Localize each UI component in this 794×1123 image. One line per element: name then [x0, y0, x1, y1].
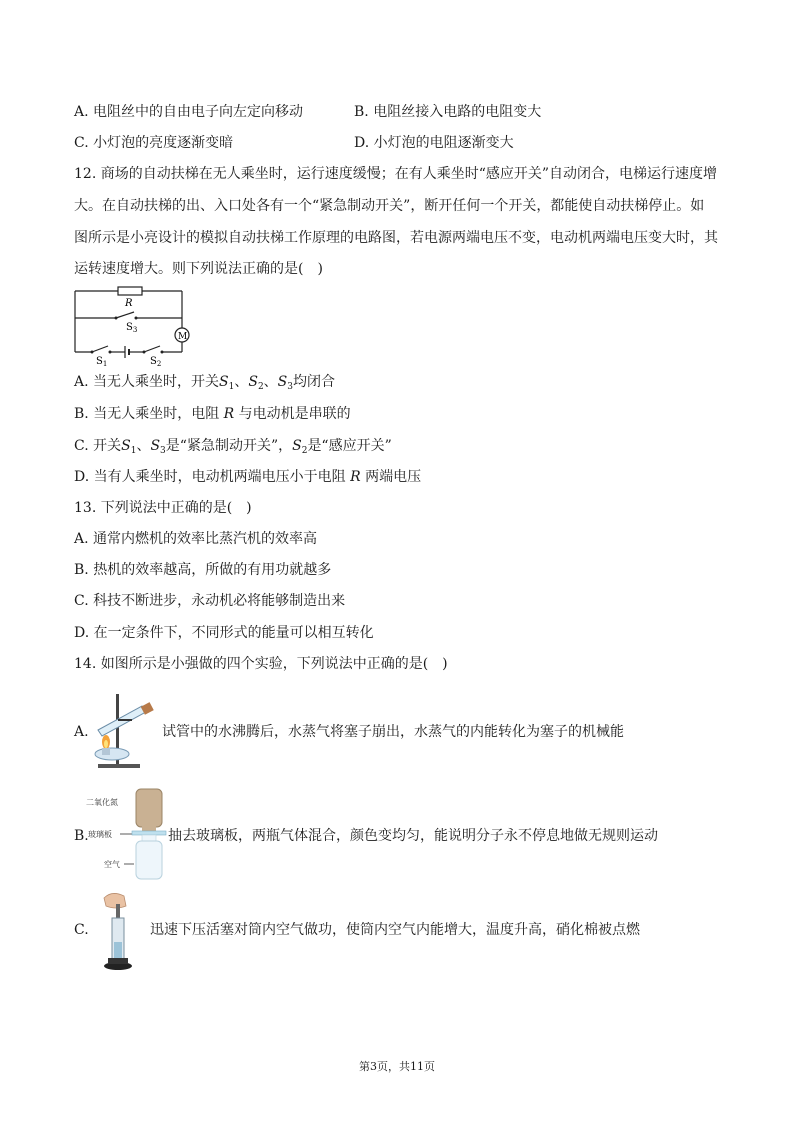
q11-option-a: A. 电阻丝中的自由电子向左定向移动 [74, 104, 304, 120]
q12-option-b: B. 当无人乘坐时，电阻 R 与电动机是串联的 [74, 406, 351, 422]
switch-s1 [92, 346, 108, 352]
q13-option-b: B. 热机的效率越高，所做的有用功就越多 [74, 562, 332, 578]
q13-option-d: D. 在一定条件下，不同形式的能量可以相互转化 [74, 625, 374, 641]
q14-option-b-text: 抽去玻璃板，两瓶气体混合，颜色变均匀，能说明分子永不停息地做无规则运动 [168, 828, 658, 844]
switch-s2 [144, 346, 160, 352]
gas-diffusion-figure [86, 785, 170, 883]
circuit-label-s2: $S_2$ [150, 356, 162, 368]
q12-option-a: A. 当无人乘坐时，开关$S_1$、$S_2$、$S_3$均闭合 [74, 374, 335, 392]
label-glass-plate: 玻璃板 [88, 830, 112, 839]
circuit-label-s3: $S_3$ [126, 322, 138, 334]
page-footer: 第3页，共11页 [359, 1060, 435, 1073]
switch-s3 [116, 312, 134, 318]
q12-stem-line-3: 图所示是小亮设计的模拟自动扶梯工作原理的电路图，若电源两端电压不变，电动机两端电压变大时，其 [74, 230, 718, 246]
q12-stem-line-4: 运转速度增大。则下列说法正确的是( ) [74, 261, 323, 277]
q13-stem: 13. 下列说法中正确的是( ) [74, 500, 252, 516]
q12-option-c: C. 开关$S_1$、$S_3$是“紧急制动开关”，$S_2$是“感应开关” [74, 438, 392, 456]
label-air: 空气 [104, 860, 120, 869]
q14-option-c-text: 迅速下压活塞对筒内空气做功，使筒内空气内能增大，温度升高，硝化棉被点燃 [150, 922, 640, 938]
q14-option-a-label: A. [74, 724, 89, 740]
circuit-label-m: M [178, 332, 188, 342]
q13-option-c: C. 科技不断进步，永动机必将能够制造出来 [74, 593, 346, 609]
circuit-label-s1: $S_1$ [96, 356, 108, 368]
q11-option-b: B. 电阻丝接入电路的电阻变大 [354, 104, 542, 120]
q13-option-a: A. 通常内燃机的效率比蒸汽机的效率高 [74, 531, 318, 547]
q11-option-d: D. 小灯泡的电阻逐渐变大 [354, 135, 514, 151]
q11-option-c: C. 小灯泡的亮度逐渐变暗 [74, 135, 234, 151]
q14-option-c-label: C. [74, 922, 89, 938]
q12-stem-line-1: 12. 商场的自动扶梯在无人乘坐时，运行速度缓慢；在有人乘坐时“感应开关”自动闭合，电梯运行速度增 [74, 166, 718, 182]
air-compression-figure [98, 890, 142, 972]
label-nitrogen-dioxide: 二氧化氮 [86, 798, 118, 807]
q12-option-d: D. 当有人乘坐时，电动机两端电压小于电阻 R 两端电压 [74, 469, 422, 485]
q14-stem: 14. 如图所示是小强做的四个实验，下列说法中正确的是( ) [74, 656, 448, 672]
q14-option-b-label: B. [74, 828, 89, 844]
test-tube-boiling-figure [88, 690, 158, 772]
q12-stem-line-2: 大。在自动扶梯的出、入口处各有一个“紧急制动开关”，断开任何一个开关，都能使自动扶梯停止。如 [74, 198, 705, 214]
q14-option-a-text: 试管中的水沸腾后，水蒸气将塞子崩出，水蒸气的内能转化为塞子的机械能 [162, 724, 624, 740]
resistor-r [118, 287, 142, 295]
q12-circuit-diagram [70, 284, 196, 368]
circuit-label-r: R [125, 298, 133, 309]
